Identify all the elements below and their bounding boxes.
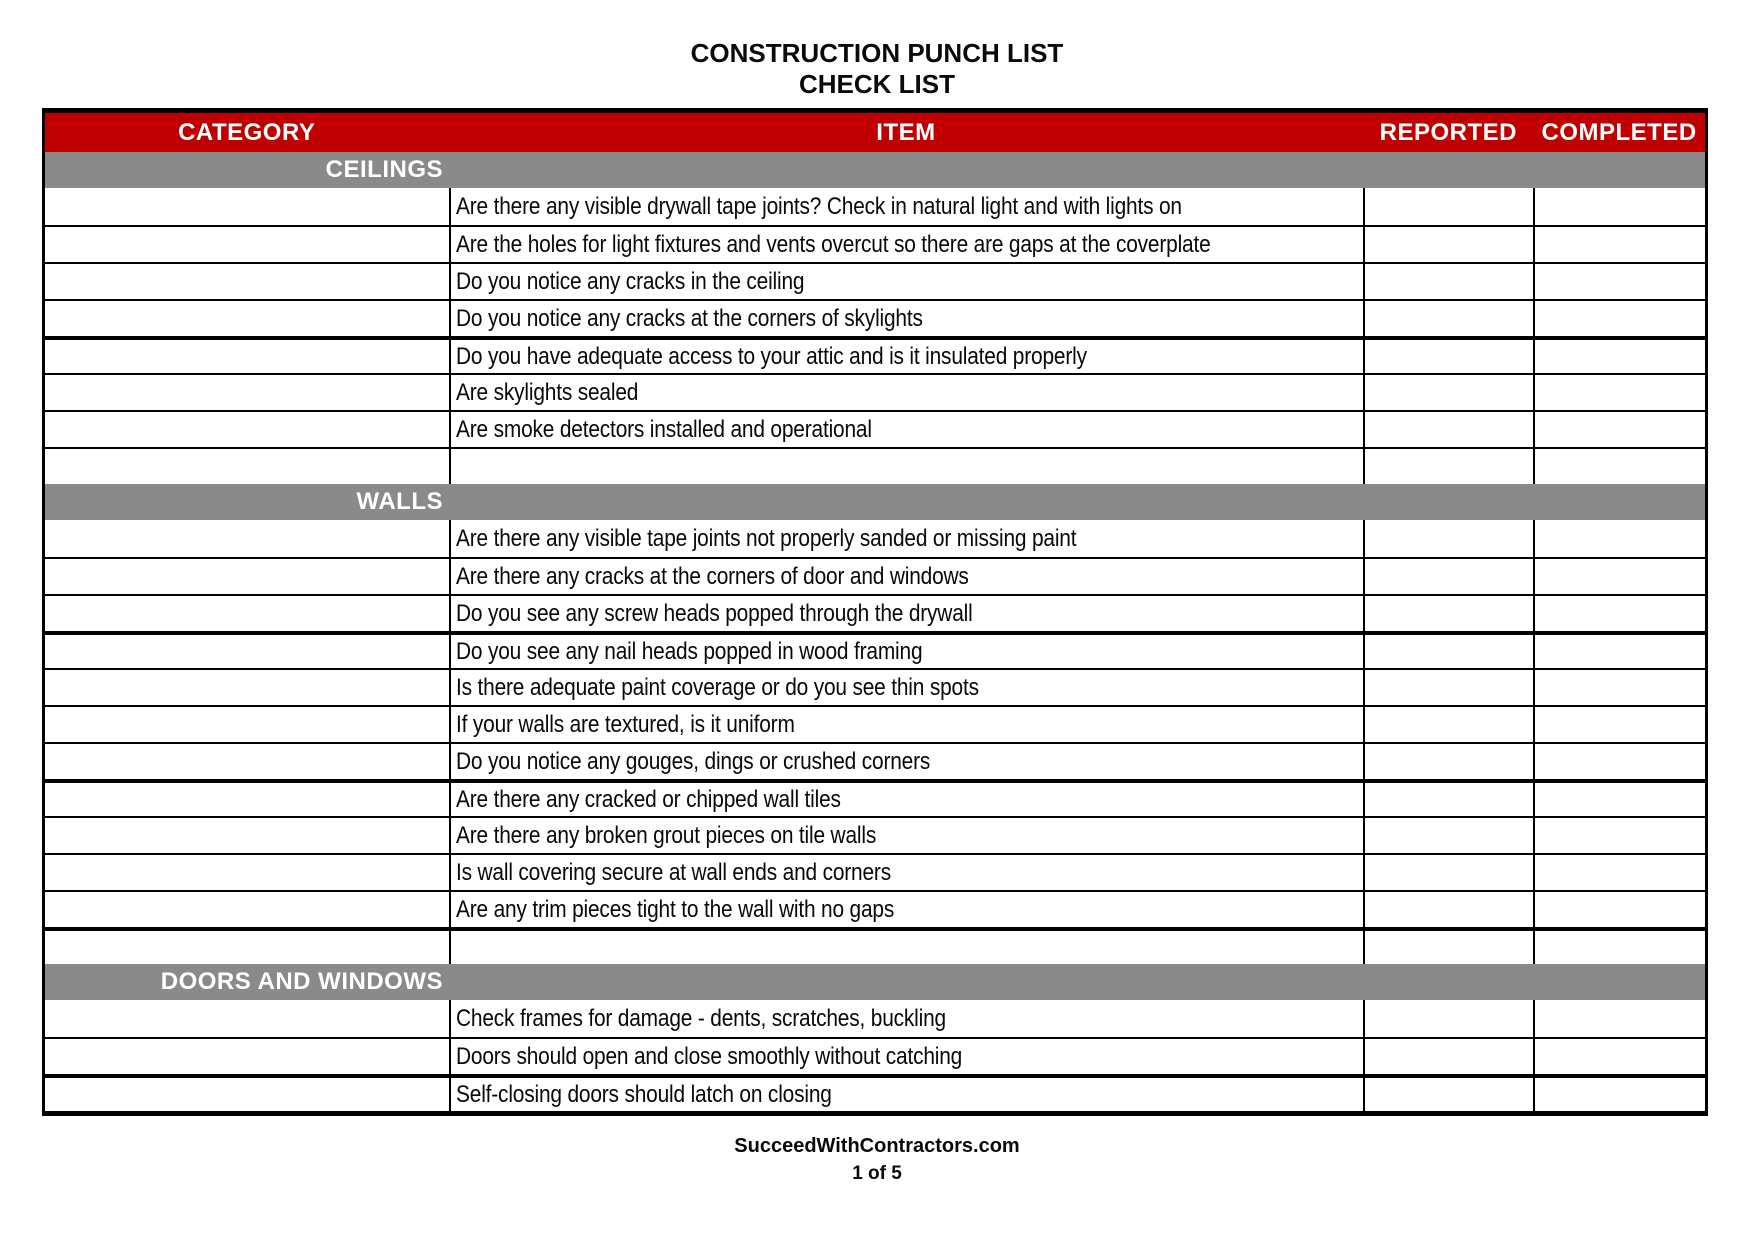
- completed-cell: [1533, 596, 1705, 631]
- reported-cell: [1363, 1000, 1533, 1037]
- checklist-row: [45, 1037, 1705, 1074]
- item-text: Are there any visible drywall tape joints? Check in natural light and with lights on: [455, 192, 1182, 220]
- reported-cell: [1363, 596, 1533, 631]
- item-text: Are skylights sealed: [455, 378, 638, 406]
- empty-row: [45, 447, 1705, 484]
- page-footer: [0, 1134, 1754, 1189]
- checklist-row: [45, 594, 1705, 631]
- reported-cell: [1363, 559, 1533, 594]
- completed-cell: [1533, 520, 1705, 557]
- completed-cell: [1533, 449, 1705, 484]
- category-cell: [45, 818, 449, 853]
- reported-cell: [1363, 783, 1533, 816]
- item-text: Doors should open and close smoothly without catching: [455, 1042, 962, 1070]
- item-cell: [449, 264, 1364, 299]
- header-completed: COMPLETED: [1541, 118, 1697, 146]
- category-cell: [45, 1000, 449, 1037]
- item-cell: [449, 670, 1364, 705]
- category-cell: [45, 188, 449, 225]
- category-cell: [45, 559, 449, 594]
- category-cell: [45, 783, 449, 816]
- completed-cell: [1533, 931, 1705, 964]
- item-cell: [449, 818, 1364, 853]
- item-text: Do you notice any gouges, dings or crushed corners: [455, 747, 930, 775]
- category-cell: [45, 375, 449, 410]
- item-text: Are there any visible tape joints not properly sanded or missing paint: [455, 524, 1076, 552]
- checklist-row: [45, 779, 1705, 816]
- item-cell: [449, 783, 1364, 816]
- checklist-row: [45, 1000, 1705, 1037]
- category-cell: [45, 227, 449, 262]
- reported-cell: [1363, 707, 1533, 742]
- item-text: Is there adequate paint coverage or do you see thin spots: [455, 673, 979, 701]
- checklist-row: [45, 1074, 1705, 1111]
- empty-row: [45, 927, 1705, 964]
- reported-cell: [1363, 264, 1533, 299]
- category-cell: [45, 707, 449, 742]
- checklist-row: [45, 631, 1705, 668]
- checklist-row: [45, 262, 1705, 299]
- completed-cell: [1533, 744, 1705, 779]
- reported-cell: [1363, 375, 1533, 410]
- item-cell: [449, 301, 1364, 336]
- completed-cell: [1533, 892, 1705, 927]
- category-cell: [45, 520, 449, 557]
- category-cell: [45, 892, 449, 927]
- reported-cell: [1363, 744, 1533, 779]
- completed-cell: [1533, 855, 1705, 890]
- checklist-row: [45, 890, 1705, 927]
- item-cell: [449, 227, 1364, 262]
- item-cell: [449, 340, 1364, 373]
- reported-cell: [1363, 449, 1533, 484]
- reported-cell: [1363, 855, 1533, 890]
- completed-cell: [1533, 818, 1705, 853]
- item-cell: [449, 412, 1364, 447]
- item-text: Are there any cracked or chipped wall tiles: [455, 785, 841, 813]
- checklist-row: [45, 299, 1705, 336]
- section-row: [45, 484, 1705, 520]
- reported-cell: [1363, 340, 1533, 373]
- completed-cell: [1533, 635, 1705, 668]
- category-cell: [45, 931, 449, 964]
- item-text: Are the holes for light fixtures and vents overcut so there are gaps at the coverplate: [455, 230, 1211, 258]
- reported-cell: [1363, 892, 1533, 927]
- completed-cell: [1533, 559, 1705, 594]
- table-header-row: [45, 113, 1705, 152]
- section-row: [45, 152, 1705, 188]
- reported-cell: [1363, 1039, 1533, 1074]
- checklist-row: [45, 225, 1705, 262]
- category-cell: [45, 1078, 449, 1111]
- item-cell: [449, 449, 1364, 484]
- item-text: Are smoke detectors installed and operational: [455, 415, 872, 443]
- item-cell: [449, 1039, 1364, 1074]
- item-text: Are there any cracks at the corners of door and windows: [455, 562, 969, 590]
- title-line-1: CONSTRUCTION PUNCH LIST: [690, 38, 1064, 68]
- item-text: Do you have adequate access to your attic and is it insulated properly: [455, 342, 1087, 370]
- completed-cell: [1533, 1078, 1705, 1111]
- reported-cell: [1363, 520, 1533, 557]
- completed-cell: [1533, 375, 1705, 410]
- category-cell: [45, 412, 449, 447]
- reported-cell: [1363, 931, 1533, 964]
- item-cell: [449, 635, 1364, 668]
- checklist-row: [45, 410, 1705, 447]
- checklist-row: [45, 742, 1705, 779]
- item-text: Check frames for damage - dents, scratches, buckling: [455, 1004, 946, 1032]
- header-item: ITEM: [876, 118, 936, 146]
- completed-cell: [1533, 340, 1705, 373]
- item-cell: [449, 744, 1364, 779]
- reported-cell: [1363, 818, 1533, 853]
- item-text: Self-closing doors should latch on closing: [455, 1080, 832, 1108]
- section-label: CEILINGS: [325, 156, 443, 183]
- completed-cell: [1533, 670, 1705, 705]
- reported-cell: [1363, 301, 1533, 336]
- completed-cell: [1533, 412, 1705, 447]
- footer-website: SucceedWithContractors.com: [734, 1135, 1020, 1157]
- checklist-row: [45, 668, 1705, 705]
- item-text: Are there any broken grout pieces on tile walls: [455, 821, 876, 849]
- item-text: Is wall covering secure at wall ends and corners: [455, 858, 891, 886]
- checklist-row: [45, 705, 1705, 742]
- completed-cell: [1533, 264, 1705, 299]
- checklist-row: [45, 373, 1705, 410]
- item-cell: [449, 188, 1364, 225]
- item-text: Do you see any nail heads popped in wood framing: [455, 637, 922, 665]
- reported-cell: [1363, 188, 1533, 225]
- completed-cell: [1533, 188, 1705, 225]
- reported-cell: [1363, 1078, 1533, 1111]
- category-cell: [45, 670, 449, 705]
- completed-cell: [1533, 301, 1705, 336]
- item-cell: [449, 559, 1364, 594]
- footer-page-number: 1 of 5: [852, 1163, 902, 1184]
- item-cell: [449, 931, 1364, 964]
- completed-cell: [1533, 1039, 1705, 1074]
- section-row: [45, 964, 1705, 1000]
- category-cell: [45, 264, 449, 299]
- header-reported: REPORTED: [1379, 118, 1517, 146]
- section-label: WALLS: [356, 488, 443, 515]
- item-cell: [449, 1000, 1364, 1037]
- item-text: Do you notice any cracks in the ceiling: [455, 267, 804, 295]
- reported-cell: [1363, 635, 1533, 668]
- item-text: Are any trim pieces tight to the wall with no gaps: [455, 895, 894, 923]
- reported-cell: [1363, 227, 1533, 262]
- completed-cell: [1533, 227, 1705, 262]
- checklist-row: [45, 188, 1705, 225]
- punch-table: [42, 108, 1708, 1116]
- category-cell: [45, 340, 449, 373]
- section-label: DOORS AND WINDOWS: [160, 968, 443, 995]
- checklist-row: [45, 336, 1705, 373]
- category-cell: [45, 449, 449, 484]
- checklist-row: [45, 557, 1705, 594]
- category-cell: [45, 744, 449, 779]
- document-title: [0, 38, 1754, 100]
- header-category: CATEGORY: [178, 118, 316, 146]
- item-cell: [449, 707, 1364, 742]
- category-cell: [45, 301, 449, 336]
- category-cell: [45, 635, 449, 668]
- title-line-2: CHECK LIST: [799, 69, 955, 99]
- item-cell: [449, 855, 1364, 890]
- checklist-row: [45, 853, 1705, 890]
- reported-cell: [1363, 412, 1533, 447]
- category-cell: [45, 1039, 449, 1074]
- item-text: If your walls are textured, is it uniform: [455, 710, 795, 738]
- item-cell: [449, 375, 1364, 410]
- completed-cell: [1533, 1000, 1705, 1037]
- item-text: Do you see any screw heads popped through the drywall: [455, 599, 973, 627]
- category-cell: [45, 855, 449, 890]
- item-cell: [449, 596, 1364, 631]
- completed-cell: [1533, 707, 1705, 742]
- item-cell: [449, 520, 1364, 557]
- item-cell: [449, 1078, 1364, 1111]
- reported-cell: [1363, 670, 1533, 705]
- category-cell: [45, 596, 449, 631]
- checklist-row: [45, 520, 1705, 557]
- item-text: Do you notice any cracks at the corners of skylights: [455, 304, 923, 332]
- checklist-row: [45, 816, 1705, 853]
- item-cell: [449, 892, 1364, 927]
- completed-cell: [1533, 783, 1705, 816]
